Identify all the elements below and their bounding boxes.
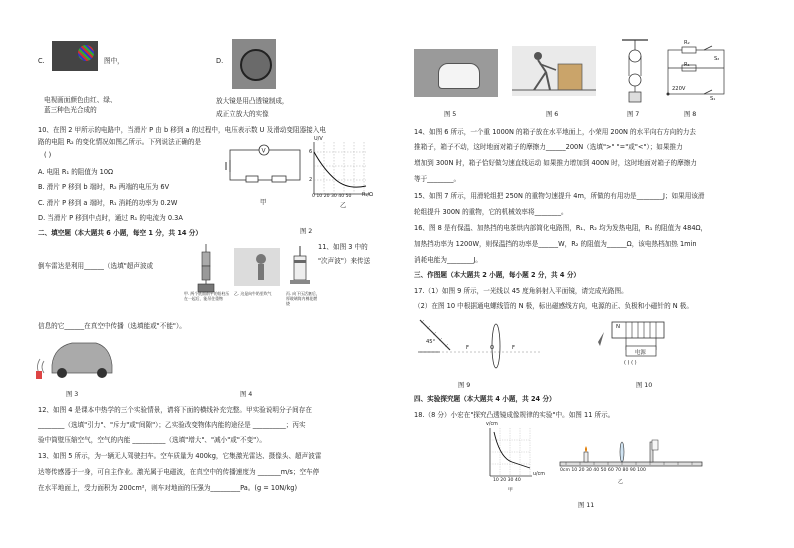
fig2-circuit [224, 142, 306, 192]
fig7-pulley [620, 38, 650, 106]
fig6-caption: 图 6 [546, 111, 559, 118]
q14-line-2: 推箱子，箱子不动，这时地面对箱子的摩擦力______200N（选填">" "="或"<"）；如果推力 [414, 143, 683, 151]
q12-line-3: 验中筒壁压缩空气，空气的内能 __________（选填"增大"、"减小"或"不变"）。 [38, 436, 266, 444]
fig11-v-axis-label: v/cm [486, 422, 498, 427]
fig4-blowing-milk-photo [234, 248, 280, 286]
candle-icon [584, 446, 588, 462]
fig2-jia-caption: 甲 [260, 199, 267, 206]
fig2-x-ticks: 0 10 20 30 40 50 [312, 194, 352, 199]
fig11-graph [484, 424, 534, 484]
q10-line-2: 路的电阻 R₂ 的变化情况如图乙所示。下列说法正确的是 [38, 138, 202, 146]
fig11-yi-caption: 乙 [618, 479, 624, 485]
fig2-y-tick-6: 6 [309, 149, 313, 155]
fig2-u-axis-label: U/V [314, 136, 323, 142]
section-3-heading: 三、作图题（本大题共 2 小题，每小题 2 分，共 4 分） [414, 271, 581, 279]
fig4-caption: 图 4 [240, 391, 253, 398]
section-4-heading: 四、实验探究题（本大题共 4 小题，共 24 分） [414, 395, 556, 403]
fig10-blanks: ( ) ( ) [624, 360, 637, 366]
q10-option-a: A. 电阻 R₁ 的阻值为 10Ω [38, 168, 114, 176]
q16-line-3: 消耗电能为________J。 [414, 256, 482, 264]
q11-line-4: 信息的它______在真空中传播（选填能或"不能"）。 [38, 322, 186, 330]
fig9-optics [418, 316, 542, 366]
q14-line-4: 等于________。 [414, 175, 461, 183]
person-body-icon [258, 264, 264, 280]
q10-line-1: 10、在图 2 甲所示的电路中，当滑片 P 由 b 移到 a 的过程中，电压表示数 U 及滑动变阻器接入电 [38, 126, 326, 134]
option-c-text-2: 蓝三种色光合成的 [44, 106, 97, 114]
fig9-focus-right: F [512, 345, 515, 351]
option-d-text-2: 成正立放大的实像 [216, 110, 269, 118]
fig9-angle-label: 45° [426, 339, 436, 345]
fig8-s2-label: S₂ [714, 56, 720, 62]
q10-answer-paren: ( ) [44, 151, 52, 159]
fig5-sweeper-photo [414, 49, 498, 97]
magnifying-glass-icon [240, 49, 272, 81]
fig2-yi-caption: 乙 [340, 202, 347, 209]
q15-line-1: 15、如图 7 所示，用滑轮组把 250N 的重物匀速提升 4m，所做的有用功是________J；如果用该滑 [414, 192, 705, 200]
fig4-yi-caption: 乙. 这是向牛奶里吹气 [234, 291, 272, 296]
option-c-text-1: 电视画面颜色由红、绿、 [44, 96, 117, 104]
fig2-graph [310, 140, 372, 200]
fig3-car-radar [36, 335, 116, 381]
fig8-caption: 图 8 [684, 111, 697, 118]
fig11-x-ticks: 10 20 30 40 [493, 478, 521, 483]
q16-line-1: 16、图 8 是有保温、加热挡的电茶烘内部简化电路图，R₁、R₂ 均为发热电阻，R₁ 的阻值为 484Ω， [414, 224, 708, 232]
fig8-r2-label: R₂ [684, 40, 690, 46]
fig11-jia-caption: 甲 [508, 488, 513, 493]
section-2-heading: 二、填空题（本大题共 6 小题，每空 1 分，共 14 分） [38, 229, 202, 237]
fig9-optical-center: O [490, 345, 495, 351]
fig11-caption: 图 11 [578, 502, 595, 509]
fig9-focus-left: F [466, 345, 469, 351]
q12-line-1: 12、如图 4 是课本中热学的三个实验情景，请将下面的横线补充完整。甲实验说明分子间存在 [38, 406, 312, 414]
fig7-caption: 图 7 [627, 111, 640, 118]
q10-option-c: C. 滑片 P 移到 a 端时，R₁ 消耗的功率为 0.2W [38, 199, 178, 207]
fig5-caption: 图 5 [444, 111, 457, 118]
q17-line-1: 17.（1）如图 9 所示，一光线以 45 度角斜射入平面镜，请完成光路图。 [414, 287, 628, 295]
sweeper-vehicle-icon [438, 63, 480, 89]
fig10-caption: 图 10 [636, 382, 653, 389]
q18-text: 18.（8 分）小宏在"探究凸透镜成像规律的实验"中。如图 11 所示。 [414, 411, 615, 419]
fig4-lead-cylinders [192, 244, 220, 294]
fig10-north-label: N [616, 324, 621, 330]
fig8-voltage-label: 220V [672, 86, 686, 92]
compass-needle-icon [598, 332, 604, 346]
fig2-r-axis-label: R₂/Ω [362, 192, 373, 198]
fig6-push-box [512, 46, 596, 96]
magnifier-photo [232, 39, 276, 89]
fig2-y-tick-2: 2 [309, 177, 313, 183]
q10-option-d: D. 当滑片 P 移到中点时，通过 R₁ 的电流为 0.3A [38, 214, 183, 222]
fig8-r1-label: R₁ [684, 62, 690, 68]
fig11-u-axis-label: u/cm [533, 472, 545, 477]
q11-line-1: 11、如图 3 中的 [318, 243, 368, 251]
option-d-label: D. [216, 57, 224, 65]
svg-text:V: V [261, 147, 266, 155]
q13-line-3: 在水平地面上，受力面积为 200cm²，则车对地面的压强为_________Pa。(g = 10N/kg) [38, 484, 298, 492]
fig10-solenoid [592, 318, 688, 368]
rgb-pixels-icon [78, 45, 94, 61]
q12-line-2: ________（选填"引力"、"斥力"或"间隙"）；乙实验改变物体内能的途径是 __________；丙实 [38, 421, 306, 429]
q13-line-1: 13、如图 5 所示，为一辆无人驾驶扫车。空车质量为 400kg，它集激光雷达、摄像头、超声波雷 [38, 452, 322, 460]
tv-screen-photo [52, 41, 98, 71]
q17-line-2: （2）在图 10 中根据通电螺线管的 N 极，标出磁感线方向，电源的正、负极和小磁针的 N 极。 [414, 302, 693, 310]
fig10-power-label: 电源 [635, 350, 646, 356]
option-d-text-1: 放大镜是用凸透镜制成， [216, 97, 289, 105]
fig8-s1-label: S₁ [710, 96, 716, 102]
option-c-label: C. [38, 57, 45, 65]
fig11-ruler-ticks: 0cm 10 20 30 40 50 60 70 80 90 100 [560, 468, 646, 473]
person-icon [256, 254, 266, 264]
q10-option-b: B. 滑片 P 移到 b 端时，R₂ 两端的电压为 6V [38, 183, 170, 191]
fig4-bing-caption: 丙. 向下压活塞后，厚玻璃筒内棉花燃烧 [286, 291, 320, 306]
fig2-caption: 图 2 [300, 228, 313, 235]
q15-line-2: 轮组提升 300N 的重物，它的机械效率将________。 [414, 208, 568, 216]
q11-line-3: 倒车雷达是利用______（选填"超声波或 [38, 262, 154, 270]
option-c-suffix: 图中， [104, 57, 124, 65]
fig9-caption: 图 9 [458, 382, 471, 389]
q16-line-2: 加热挡功率为 1200W，则保温挡的功率是______W，R₂ 的阻值为______Ω，该电热档加热 1min [414, 240, 697, 248]
q11-line-2: "次声波"）来传送 [318, 257, 371, 265]
fig4-piston-cylinder [288, 246, 312, 290]
fig3-caption: 图 3 [66, 391, 79, 398]
q14-line-3: 增加到 300N 时，箱子恰好做匀速直线运动 如果推力增加到 400N 时，这时地面对箱子的摩擦力 [414, 159, 697, 167]
q14-line-1: 14、如图 6 所示，一个重 1000N 的箱子放在水平地面上，小荣用 200N 的水平向右方向的力去 [414, 128, 696, 136]
q13-line-2: 达等传感器于一身，可自主作业。激光属于电磁波，在真空中的传播速度为 _______m/s；空车停 [38, 468, 320, 476]
fig4-jia-caption: 甲. 两个底面削平的铅柱压在一起后，能吊住重物 [184, 291, 230, 301]
